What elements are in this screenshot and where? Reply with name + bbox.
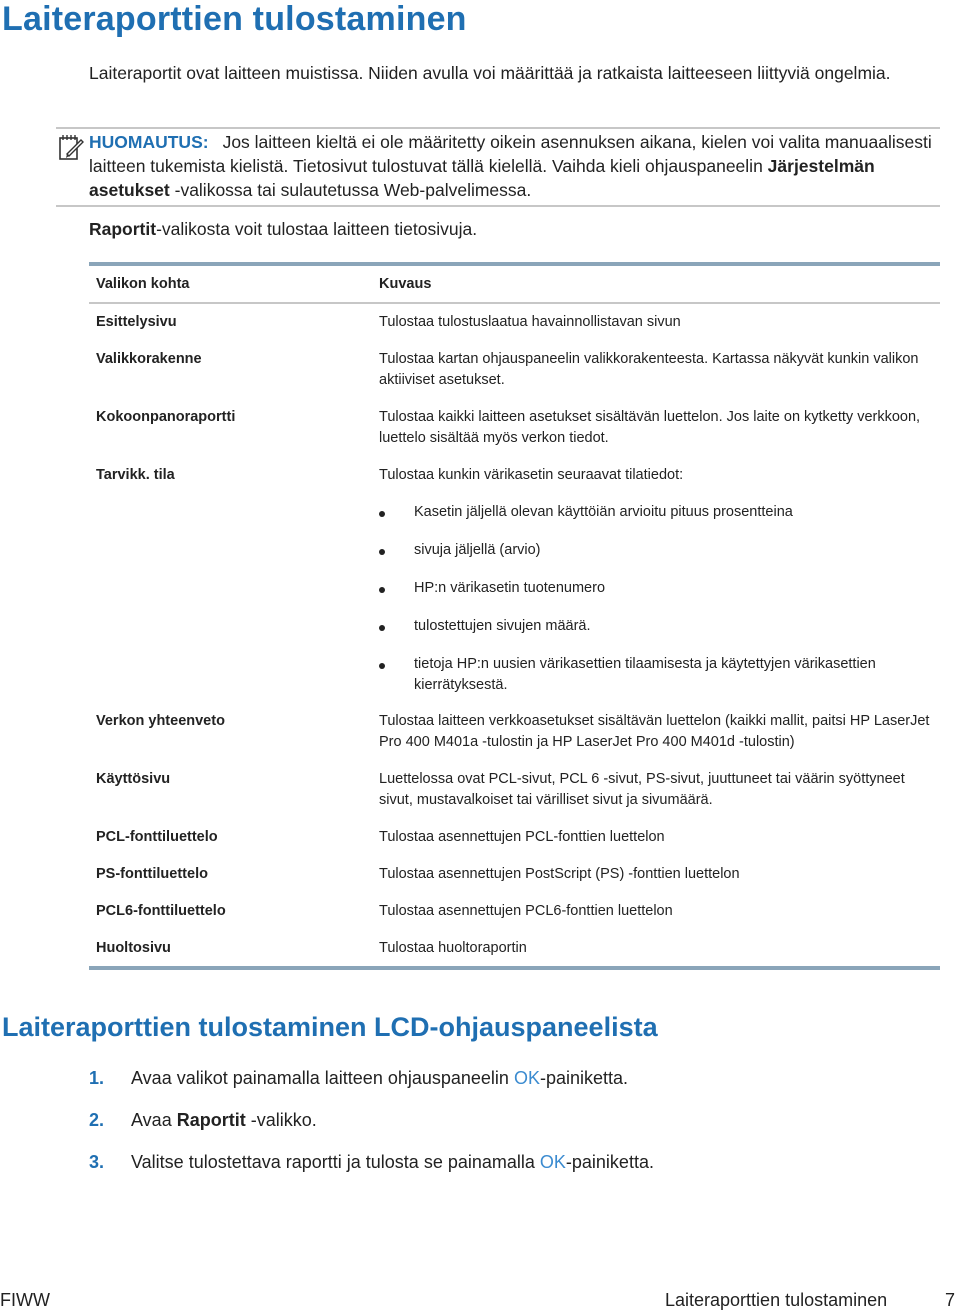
table-top-rule [89,262,940,266]
step-number: 2. [89,1110,105,1130]
table-bottom-rule [89,966,940,970]
section-title: Laiteraporttien tulostaminen LCD-ohjauspaneelista [2,1012,658,1042]
step-text-part: -valikko. [245,1110,317,1130]
footer-page-number: 7 [945,1290,956,1310]
table-row-item: PCL-fonttiluettelo [96,829,218,845]
note-text-part1: Jos laitteen kieltä ei ole määritetty oikein asennuksen aikana, kielen voi valita manuaalisesti laitteen tukemista kielistä. Tietosivut tulostuvat tällä kielellä. Vaihda kieli ohjauspaneelin [89,132,932,176]
intro-paragraph: Laiteraportit ovat laitteen muistissa. Niiden avulla voi määrittää ja ratkaista laitteeseen liittyviä ongelmia. [89,63,891,83]
bullet-item: sivuja jäljellä (arvio) [414,542,541,558]
note-icon [58,133,84,161]
bullet-item: Kasetin jäljellä olevan käyttöiän arvioitu pituus prosentteina [414,504,793,520]
table-header-rule [89,302,940,304]
ok-button-name: OK [513,1068,540,1088]
table-row-description: Tulostaa laitteen verkkoasetukset sisältävän luettelon (kaikki mallit, paitsi HP LaserJet Pro 400 M401a -tulostin ja HP LaserJet Pro 400 M401d -tulostin) [379,713,930,750]
step-text-part: Avaa [131,1110,177,1130]
step-text-part: -painiketta. [565,1152,654,1172]
bullet-dot [379,625,385,631]
bullet-dot [379,663,385,669]
step-number: 3. [89,1152,105,1172]
table-row-item: Verkon yhteenveto [96,713,225,729]
table-row-item: Esittelysivu [96,314,177,330]
table-row-description: Tulostaa kartan ohjauspaneelin valikkorakenteesta. Kartassa näkyvät kunkin valikon aktiiviset asetukset. [379,351,919,388]
bullet-item: tulostettujen sivujen määrä. [414,618,591,634]
step-menu-name: Raportit [176,1110,246,1130]
table-row-item: Tarvikk. tila [96,467,175,483]
raportit-bold: Raportit [89,219,157,239]
footer-chapter-title: Laiteraporttien tulostaminen [665,1290,888,1310]
table-row-description: Tulostaa asennettujen PCL-fonttien luettelon [379,829,665,845]
step-number: 1. [89,1068,105,1088]
bullet-item: tietoja HP:n uusien värikasettien tilaamisesta ja käytettyjen värikasettien kierrätyksestä. [414,656,876,693]
note-text [89,130,939,202]
note-text-part2: -valikossa tai sulautetussa Web-palvelimessa. [169,180,532,200]
table-row-item: Valikkorakenne [96,351,202,367]
raportit-text: -valikosta voit tulostaa laitteen tietosivuja. [156,219,478,239]
page-title: Laiteraporttien tulostaminen [2,0,467,38]
note-menu-name: Järjestelmän asetukset [89,156,875,200]
step-text-part: -painiketta. [539,1068,629,1088]
table-row-description: Luettelossa ovat PCL-sivut, PCL 6 -sivut, PS-sivut, juuttuneet tai väärin syöttyneet sivut, mustavalkoiset tai värilliset sivut ja sivumäärä. [379,771,905,808]
note-box [56,127,940,207]
table-row-item: Käyttösivu [96,771,171,787]
footer-locale: FIWW [0,1290,50,1310]
raportit-paragraph [89,219,477,240]
note-label: HUOMAUTUS: [89,132,209,152]
table-row-item: PCL6-fonttiluettelo [96,903,226,919]
table-row-description: Tulostaa kaikki laitteen asetukset sisältävän luettelon. Jos laite on kytketty verkkoon, luettelo sisältää myös verkon tiedot. [379,409,921,446]
table-row-item: Huoltosivu [96,940,171,956]
step-text [131,1110,317,1131]
bullet-item: HP:n värikasetin tuotenumero [414,580,606,596]
bullet-dot [379,511,385,517]
step-text [131,1068,628,1089]
table-row-description: Tulostaa asennettujen PCL6-fonttien luettelon [379,903,673,919]
table-row-item: Kokoonpanoraportti [96,409,236,425]
table-header-description: Kuvaus [379,276,432,292]
step-text-part: Valitse tulostettava raportti ja tulosta se painamalla [131,1152,540,1172]
table-header-item: Valikon kohta [96,276,190,292]
step-text-part: Avaa valikot painamalla laitteen ohjauspaneelin [131,1068,514,1088]
table-row-item: PS-fonttiluettelo [96,866,208,882]
ok-button-name: OK [539,1152,566,1172]
table-row-description: Tulostaa kunkin värikasetin seuraavat tilatiedot: [379,467,684,483]
table-row-description: Tulostaa huoltoraportin [379,940,527,956]
step-text [131,1152,654,1173]
table-row-description: Tulostaa tulostuslaatua havainnollistavan sivun [379,314,681,330]
bullet-dot [379,587,385,593]
bullet-dot [379,549,385,555]
table-row-description: Tulostaa asennettujen PostScript (PS) -fonttien luettelon [379,866,740,882]
